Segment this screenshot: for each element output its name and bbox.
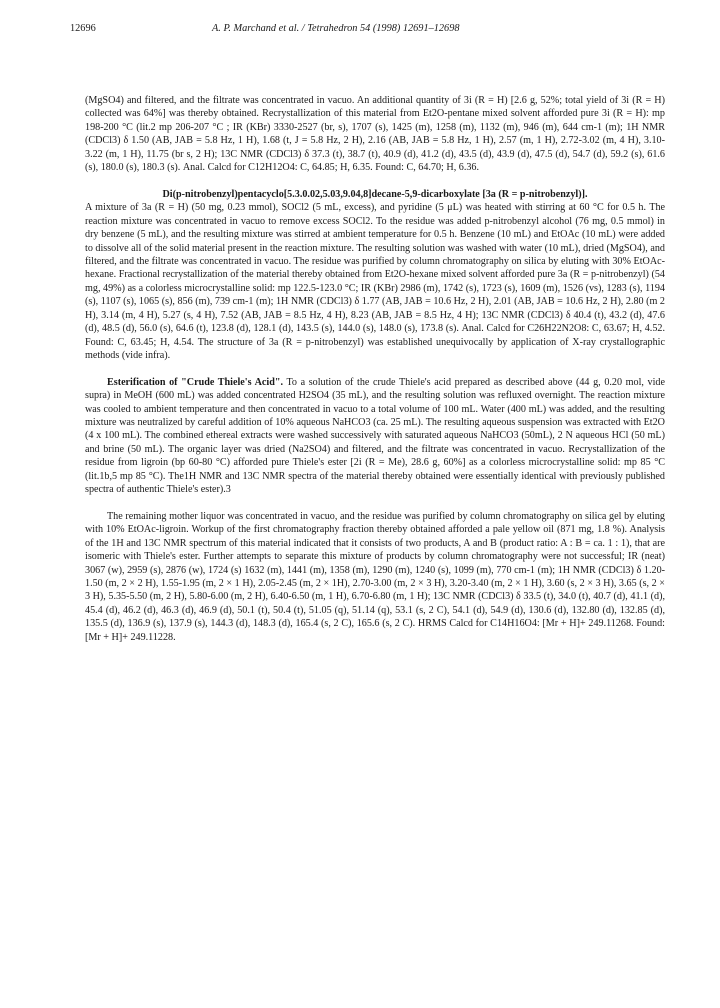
- running-head: A. P. Marchand et al. / Tetrahedron 54 (1998) 12691–12698: [212, 23, 460, 34]
- section-heading-3a-ester: Di(p-nitrobenzyl)pentacyclo[5.3.0.02,5.03,9.04,8]decane-5,9-dicarboxylate [3a (R = p-nitrobenzyl)].: [162, 188, 588, 200]
- paragraph-3i-workup: (MgSO4) and filtered, and the filtrate was concentrated in vacuo. An additional quantity of 3i (R = H) [2.6 g, 52%; total yield of 3i (R = H) collected was 64%] was thereby obtained. Recrystallization of this material from Et2O-pentane mixed solvent afforded pure 3i (R = H): mp 198-200 °C (lit.2 mp 206-207 °C ; IR (KBr) 3330-2527 (br, s), 1707 (s), 1425 (m), 1258 (m), 1132 (m), 946 (m), 644 cm-1 (m); 1H NMR (CDCl3) δ 1.50 (AB, JAB = 5.8 Hz, 1 H), 1.68 (t, J = 5.8 Hz, 2 H), 2.16 (AB, JAB = 5.8 Hz, 1 H), 2.57 (m, 1 H), 2.72-3.02 (m, 4 H), 3.10-3.22 (m, 1 H), 11.75 (br s, 2 H); 13C NMR (CDCl3) δ 37.3 (t), 38.7 (t), 40.9 (d), 41.2 (d), 43.5 (d), 43.9 (d), 47.5 (d), 54.7 (d), 59.2 (s), 61.6 (s), 180.0 (s), 180.3 (s). Anal. Calcd for C12H12O4: C, 64.85; H, 6.35. Found: C, 64.70; H, 6.36.: [85, 95, 665, 174]
- section-heading-esterification: Esterification of "Crude Thiele's Acid".: [107, 376, 283, 388]
- article-body: [85, 94, 665, 644]
- page-number: 12696: [70, 23, 96, 34]
- paragraph-esterification: [85, 376, 665, 497]
- paragraph-esterification-text: To a solution of the crude Thiele's acid prepared as described above (44 g, 0.20 mol, vide supra) in MeOH (600 mL) was added concentrated H2SO4 (35 mL), and the resulting solution was refluxed overnight. The reaction mixture was cooled to ambient temperature and then concentrated in vacuo to a total volume of 100 mL. Water (400 mL) was added, and the resulting mixture was neutralized by careful addition of 10% aqueous NaHCO3 (ca. 25 mL). The resulting aqueous suspension was extracted with Et2O (4 x 100 mL). The combined ethereal extracts were washed successively with saturated aqueous NaHCO3 (50mL), 2 N aqueous HCl (50 mL) and brine (50 mL). The organic layer was dried (Na2SO4) and filtered, and the filtrate was concentrated in vacuo. Recrystallization of the residue from ligroin (bp 60-80 °C) afforded pure Thiele's ester [2i (R = Me), 28.6 g, 60%] as a colorless microcrystalline solid: mp 85 °C (lit.1b,5 mp 85 °C). The1H NMR and 13C NMR spectra of the material thereby obtained were essentially identical with previously published spectra of authentic Thiele's ester).3: [85, 376, 665, 496]
- page-header: [70, 23, 660, 39]
- paragraph-3a-ester: A mixture of 3a (R = H) (50 mg, 0.23 mmol), SOCl2 (5 mL, excess), and pyridine (5 μL) was heated with stirring at 60 °C for 0.5 h. The reaction mixture was concentrated in vacuo to remove excess SOCl2. To the residue was added p-nitrobenzyl alcohol (76 mg, 0.5 mmol) in dry benzene (5 mL), and the resulting mixture was stirred at ambient temperature for 0.5 h. Benzene (10 mL) and EtOAc (10 mL) were added to dissolve all of the solid material present in the reaction mixture. The resulting solution was washed with water (10 mL), dried (MgSO4), and filtered, and the filtrate was concentrated in vacuo. The residue was purified by column chromatography on silica by eluting with 30% EtOAc-hexane. Fractional recrystallization of the material thereby obtained from Et2O-hexane mixed solvent afforded pure 3a (R = p-nitrobenzyl) (54 mg, 49%) as a colorless microcrystalline solid: mp 122.5-123.0 °C; IR (KBr) 2986 (m), 1742 (s), 1723 (s), 1609 (m), 1526 (vs), 1283 (s), 1194 (s), 1107 (s), 1065 (s), 856 (m), 739 cm-1 (m); 1H NMR (CDCl3) δ 1.77 (AB, JAB = 10.6 Hz, 2 H), 2.01 (AB, JAB = 10.6 Hz, 2 H), 2.80 (m 2 H), 3.14 (m, 4 H), 5.27 (s, 4 H), 7.52 (AB, JAB = 8.5 Hz, 4 H), 8.23 (AB, JAB = 8.5 Hz, 4 H); 13C NMR (CDCl3) δ 40.4 (t), 43.2 (d), 47.6 (d), 48.5 (d), 56.0 (s), 64.6 (t), 123.8 (d), 128.1 (d), 143.5 (s), 144.0 (s), 148.0 (s), 173.8 (s). Anal. Calcd for C26H22N2O8: C, 63.67; H, 4.52. Found: C, 63.45; H, 4.54. The structure of 3a (R = p-nitrobenzyl) was established unequivocally by application of X-ray crystallographic methods (vide infra).: [85, 202, 665, 362]
- paragraph-mother-liquor: The remaining mother liquor was concentrated in vacuo, and the residue was purified by column chromatography on silica gel by eluting with 10% EtOAc-ligroin. Workup of the first chromatography fraction thereby obtained afforded a pale yellow oil (871 mg, 1.8 %). Analysis of the 1H and 13C NMR spectrum of this material indicated that it consists of two products, A and B (product ratio: A : B = ca. 1 : 1), that are isomeric with Thiele's ester. Further attempts to separate this mixture of products by column chromatography were not successful; IR (neat) 3067 (w), 2959 (s), 2876 (w), 1724 (s) 1632 (m), 1441 (m), 1358 (m), 1290 (m), 1240 (s), 1099 (m), 770 cm-1 (m); 1H NMR (CDCl3) δ 1.20-1.50 (m, 2 × 2 H), 1.55-1.95 (m, 2 × 1 H), 2.05-2.45 (m, 2 × 1H), 2.70-3.00 (m, 2 × 3 H), 3.20-3.40 (m, 2 × 1 H), 3.60 (s, 2 × 3 H), 3.65 (s, 2 × 3 H), 5.35-5.50 (m, 2 H), 5.80-6.00 (m, 2 H), 6.40-6.50 (m, 1 H), 6.70-6.80 (m, 1 H); 13C NMR (CDCl3) δ 33.5 (t), 34.0 (t), 40.7 (d), 41.1 (d), 45.4 (d), 46.2 (d), 46.3 (d), 46.9 (d), 50.1 (t), 50.4 (t), 51.05 (q), 51.14 (q), 53.1 (s, 2 C), 54.1 (d), 54.9 (d), 130.6 (d), 132.80 (d), 132.85 (d), 135.5 (d), 136.9 (s), 137.9 (s), 144.3 (d), 148.3 (d), 165.4 (s, 2 C), 165.6 (s, 2 C). HRMS Calcd for C14H16O4: [Mr + H]+ 249.11268. Found: [Mr + H]+ 249.11228.: [85, 510, 665, 643]
